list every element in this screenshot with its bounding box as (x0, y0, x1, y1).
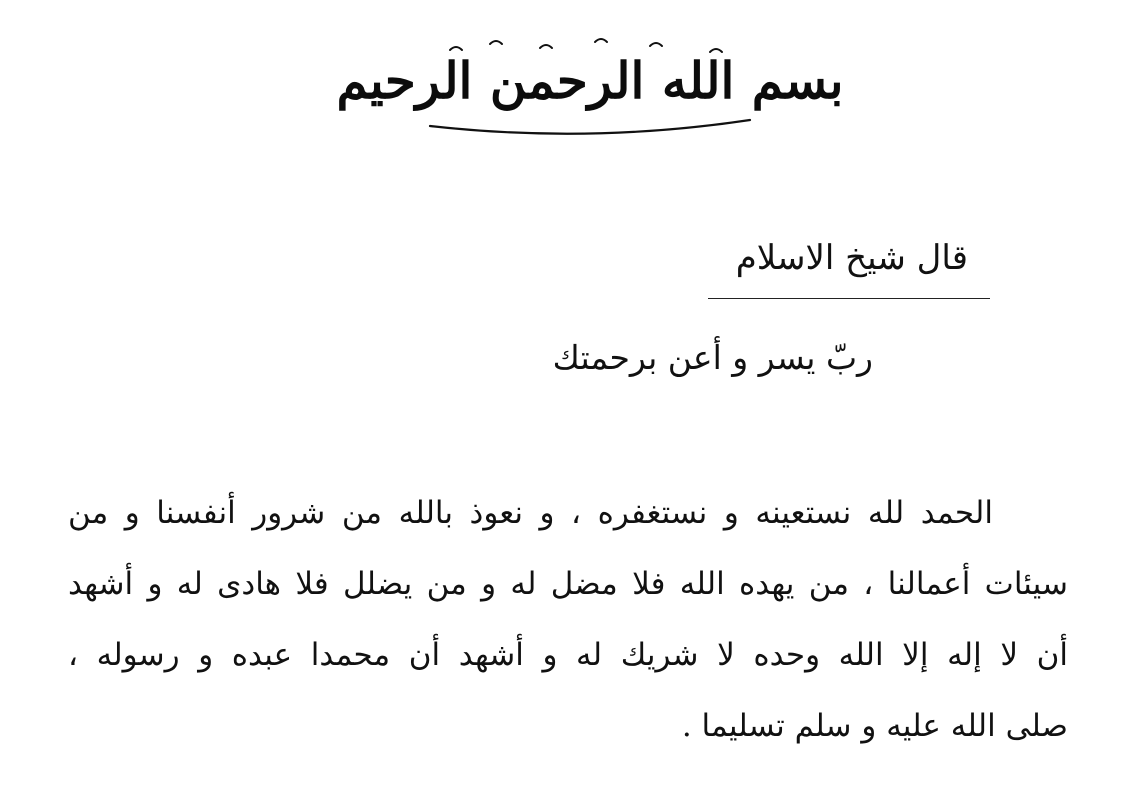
body-line: الحمد لله نستعينه و نستغفره ، و نعوذ بالله من شرور أنفسنا و من (68, 495, 993, 531)
basmala-calligraphy (336, 30, 844, 140)
body-paragraph (68, 478, 1068, 762)
invocation-line: ربّ يسر و أعن برحمتك (552, 338, 873, 377)
body-line: أن لا إله إلا الله وحده لا شريك له و أشهد أن محمدا عبده و رسوله ، (68, 637, 1068, 673)
body-line: سيئات أعمالنا ، من يهده الله فلا مضل له و من يضلل فلا هادى له و أشهد (68, 566, 1068, 602)
page-heading: قال شيخ الاسلام (735, 238, 968, 278)
basmala-text: بسم الله الرحمن الرحيم (336, 51, 844, 110)
body-line: صلى الله عليه و سلم تسليما . (681, 708, 1068, 744)
basmala-calligraphy-image (336, 30, 844, 140)
heading-underline (708, 298, 990, 299)
